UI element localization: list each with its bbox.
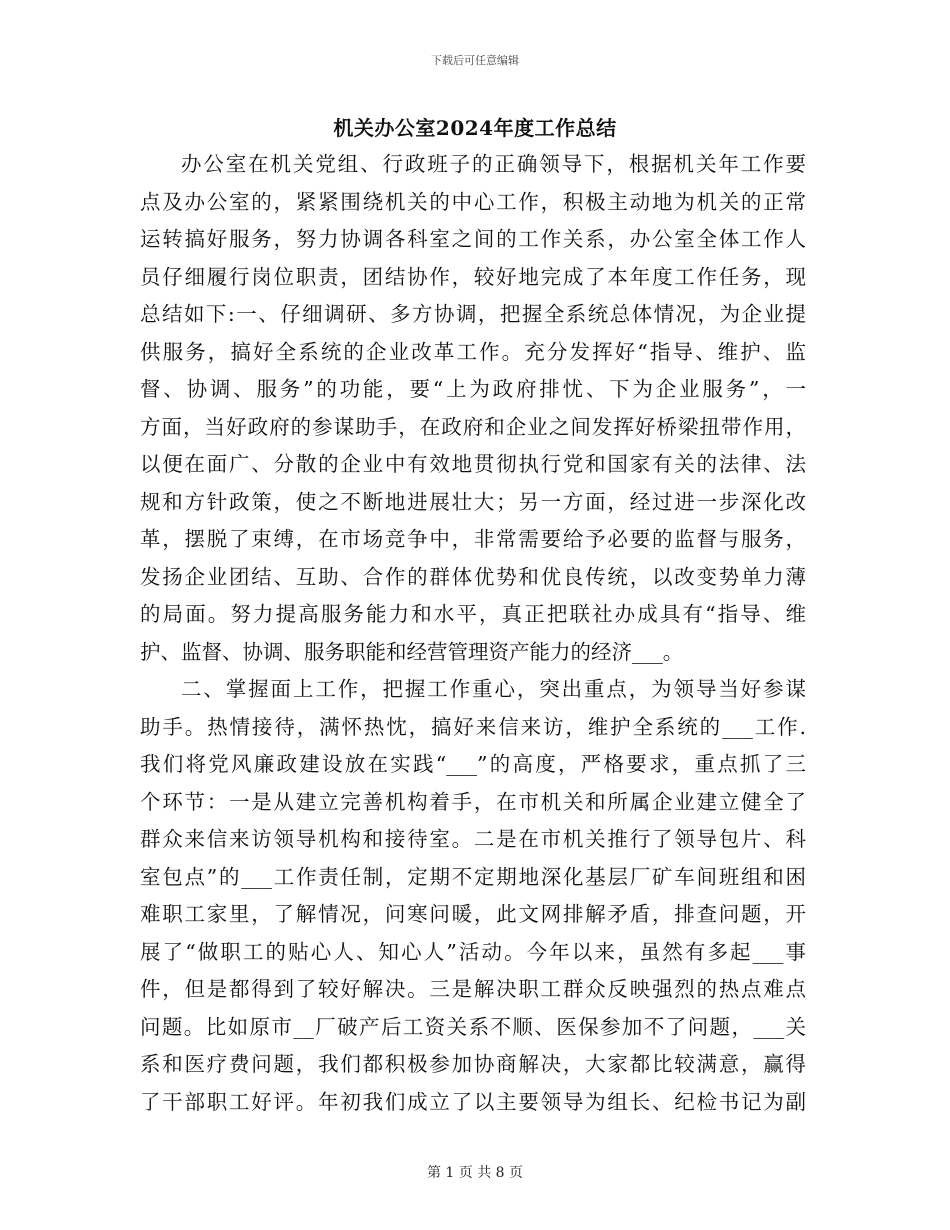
paragraph-line: 护、监督、协调、服务职能和经营管理资产能力的经济___。 xyxy=(140,639,684,664)
paragraph-line: 件，但是都得到了较好解决。三是解决职工群众反映强烈的热点难点 xyxy=(140,977,806,1001)
paragraph-line: 发扬企业团结、互助、合作的群体优势和优良传统，以改变势单力薄 xyxy=(140,564,806,589)
paragraph-line: 革，摆脱了束缚，在市场竞争中，非常需要给予必要的监督与服务， xyxy=(140,527,806,551)
paragraph-line: 督、协调、服务”的功能，要“上为政府排忧、下为企业服务”，一 xyxy=(140,377,806,401)
paragraph-1 xyxy=(140,146,806,671)
paragraph-line: 以便在面广、分散的企业中有效地贯彻执行党和国家有关的法律、法 xyxy=(140,452,806,476)
paragraph-line: 展了“做职工的贴心人、知心人”活动。今年以来，虽然有多起___事 xyxy=(140,939,806,964)
paragraph-line: 办公室在机关党组、行政班子的正确领导下，根据机关年工作要 xyxy=(181,152,806,176)
paragraph-line: 我们将党风廉政建设放在实践“___”的高度，严格要求，重点抓了三 xyxy=(140,752,806,776)
paragraph-line: 问题。比如原市__厂破产后工资关系不顺、医保参加不了问题，___关 xyxy=(140,1014,806,1039)
paragraph-line: 总结如下:一、仔细调研、多方协调，把握全系统总体情况，为企业提 xyxy=(140,302,806,326)
document-title: 机关办公室2024年度工作总结 xyxy=(333,116,617,140)
paragraph-line: 点及办公室的，紧紧围绕机关的中心工作，积极主动地为机关的正常 xyxy=(140,189,806,214)
paragraph-line: 运转搞好服务，努力协调各科室之间的工作关系，办公室全体工作人 xyxy=(140,227,806,251)
paragraph-line: 的局面。努力提高服务能力和水平，真正把联社办成具有“指导、维 xyxy=(140,602,806,626)
paragraph-line: 了干部职工好评。年初我们成立了以主要领导为组长、纪检书记为副 xyxy=(140,1089,806,1114)
page-header-note: 下载后可任意编辑 xyxy=(431,54,519,67)
paragraph-line: 方面，当好政府的参谋助手，在政府和企业之间发挥好桥梁扭带作用， xyxy=(140,414,806,439)
paragraph-line: 室包点”的___工作责任制，定期不定期地深化基层厂矿车间班组和困 xyxy=(140,864,806,889)
paragraph-line: 供服务，搞好全系统的企业改革工作。充分发挥好“指导、维护、监 xyxy=(140,339,806,364)
paragraph-line: 员仔细履行岗位职责，团结协作，较好地完成了本年度工作任务，现 xyxy=(140,264,806,289)
page-number-footer: 第 1 页 共 8 页 xyxy=(426,1165,524,1181)
paragraph-line: 系和医疗费问题，我们都积极参加协商解决，大家都比较满意，赢得 xyxy=(140,1052,806,1076)
paragraph-line: 规和方针政策，使之不断地进展壮大；另一方面，经过进一步深化改 xyxy=(140,489,806,514)
paragraph-line: 二、掌握面上工作，把握工作重心，突出重点，为领导当好参谋 xyxy=(181,677,806,701)
paragraph-line: 难职工家里，了解情况，问寒问暖，此文网排解矛盾，排查问题，开 xyxy=(140,902,806,926)
paragraph-line: 助手。热情接待，满怀热忱，搞好来信来访，维护全系统的___工作. xyxy=(140,714,806,739)
paragraph-line: 群众来信来访领导机构和接待室。二是在市机关推行了领导包片、科 xyxy=(140,827,806,851)
paragraph-line: 个环节：一是从建立完善机构着手，在市机关和所属企业建立健全了 xyxy=(140,789,806,814)
paragraph-2 xyxy=(140,671,806,1121)
document-body xyxy=(140,146,806,1121)
